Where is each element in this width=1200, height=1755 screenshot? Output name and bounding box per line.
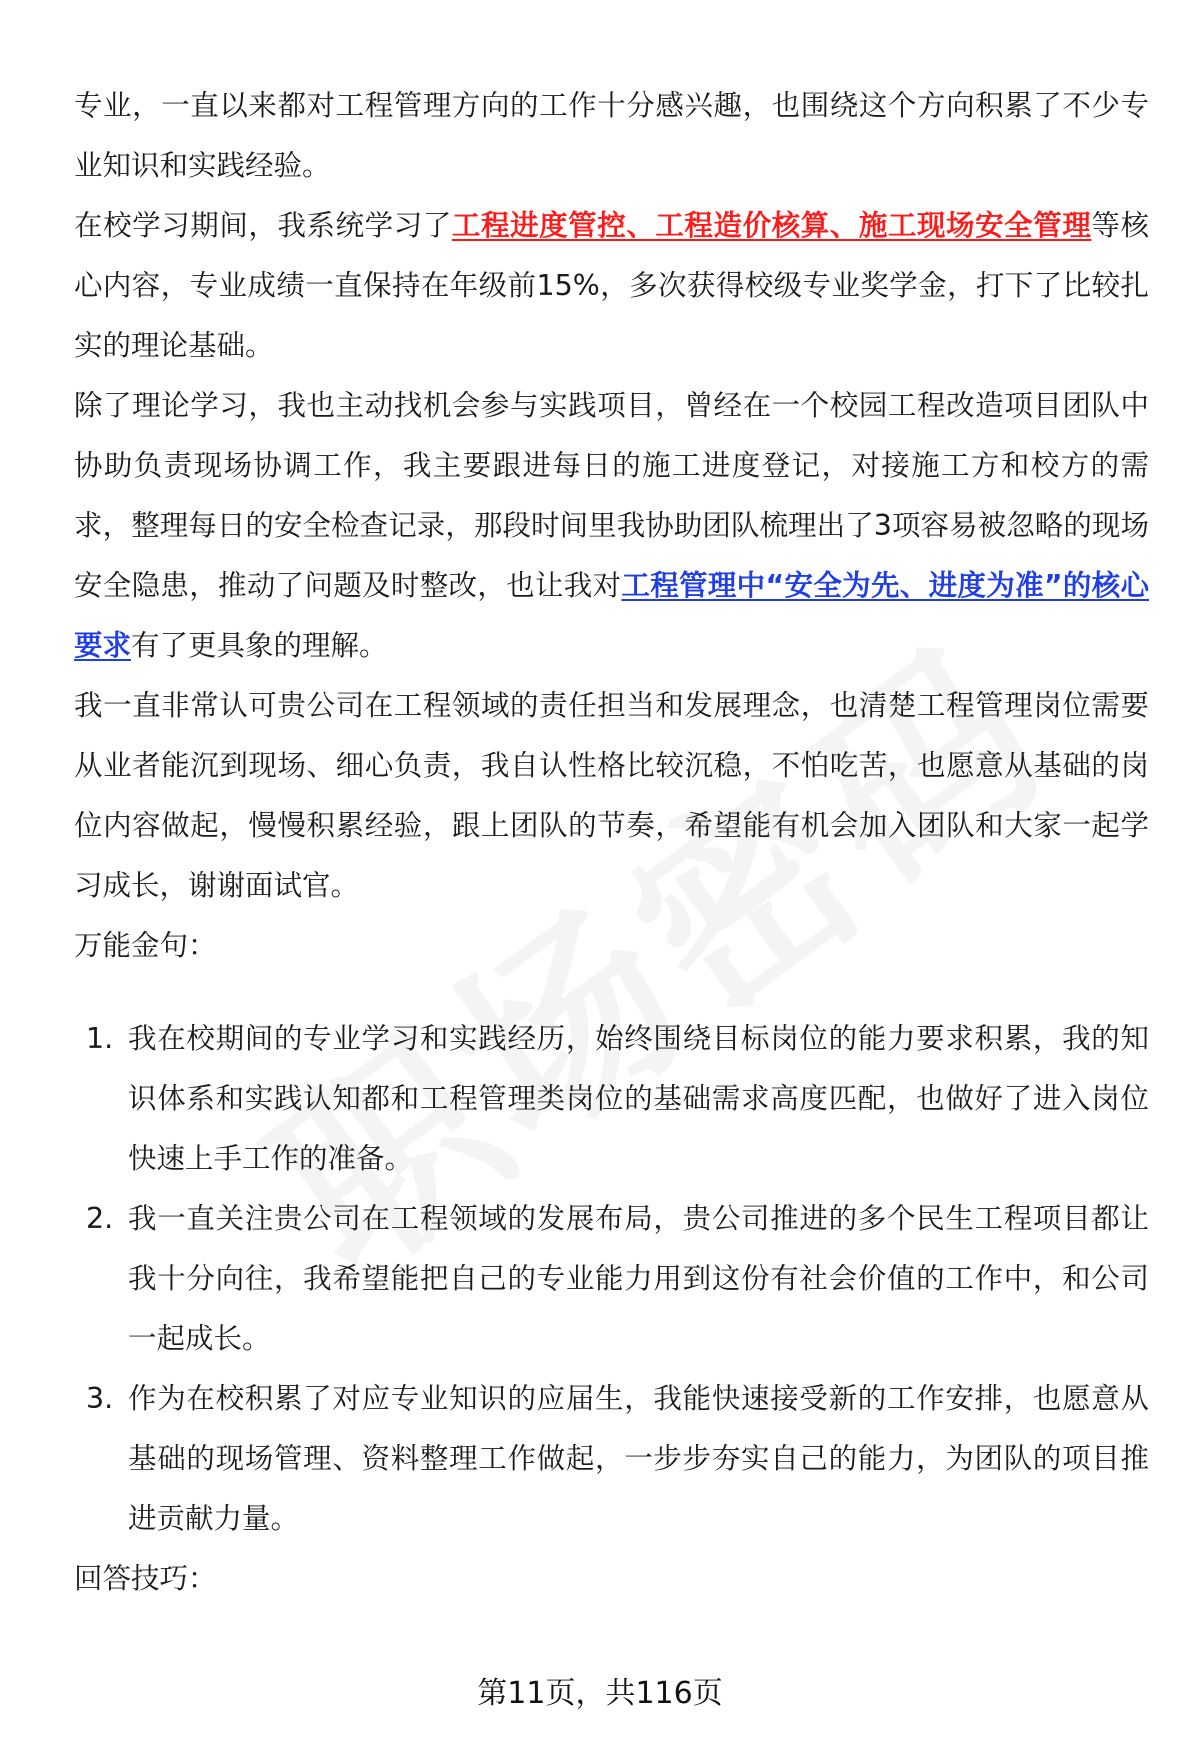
study-text-b: 等核心内容，专业成绩一直保持在年级前15%，多次获得校级专业奖学金，打下了比较扎实的理论基础。 — [74, 209, 1149, 362]
page-number: 第11页，共116页 — [477, 1676, 723, 1711]
paragraph-intro: 专业，一直以来都对工程管理方向的工作十分感兴趣，也围绕这个方向积累了不少专业知识和实践经验。 — [74, 89, 1149, 182]
document-body — [74, 76, 1149, 1609]
list-number: 1. — [86, 1022, 114, 1055]
study-text-a: 在校学习期间，我系统学习了 — [74, 209, 452, 242]
list-text: 我一直关注贵公司在工程领域的发展布局，贵公司推进的多个民生工程项目都让我十分向往，我希望能把自己的专业能力用到这份有社会价值的工作中，和公司一起成长。 — [128, 1202, 1149, 1355]
list-item — [74, 1189, 1149, 1369]
paragraph-closing: 我一直非常认可贵公司在工程领域的责任担当和发展理念，也清楚工程管理岗位需要从业者能沉到现场、细心负责，我自认性格比较沉稳，不怕吃苦，也愿意从基础的岗位内容做起，慢慢积累经验，跟上团队的节奏，希望能有机会加入团队和大家一起学习成长，谢谢面试官。 — [74, 689, 1149, 902]
golden-heading: 万能金句： — [74, 929, 217, 962]
list-number: 2. — [86, 1202, 114, 1235]
practice-text-b: 有了更具象的理解。 — [131, 629, 388, 662]
list-text: 作为在校积累了对应专业知识的应届生，我能快速接受新的工作安排，也愿意从基础的现场管理、资料整理工作做起，一步步夯实自己的能力，为团队的项目推进贡献力量。 — [128, 1382, 1149, 1535]
practice-highlight: 工程管理中“安全为先、进度为准”的核心要求 — [74, 569, 1149, 662]
list-number: 3. — [86, 1382, 114, 1415]
tips-heading: 回答技巧： — [74, 1562, 217, 1595]
paragraph-practice — [74, 376, 1149, 676]
study-highlight: 工程进度管控、工程造价核算、施工现场安全管理 — [451, 209, 1092, 242]
list-item — [74, 1369, 1149, 1549]
list-item — [74, 1009, 1149, 1189]
paragraph-study — [74, 196, 1149, 376]
practice-text-a: 除了理论学习，我也主动找机会参与实践项目，曾经在一个校园工程改造项目团队中协助负责现场协调工作，我主要跟进每日的施工进度登记，对接施工方和校方的需求，整理每日的安全检查记录，那段时间里我协助团队梳理出了3项容易被忽略的现场安全隐患，推动了问题及时整改，也让我对 — [74, 389, 1149, 602]
golden-list — [74, 1009, 1149, 1549]
list-text: 我在校期间的专业学习和实践经历，始终围绕目标岗位的能力要求积累，我的知识体系和实践认知都和工程管理类岗位的基础需求高度匹配，也做好了进入岗位快速上手工作的准备。 — [128, 1022, 1149, 1175]
